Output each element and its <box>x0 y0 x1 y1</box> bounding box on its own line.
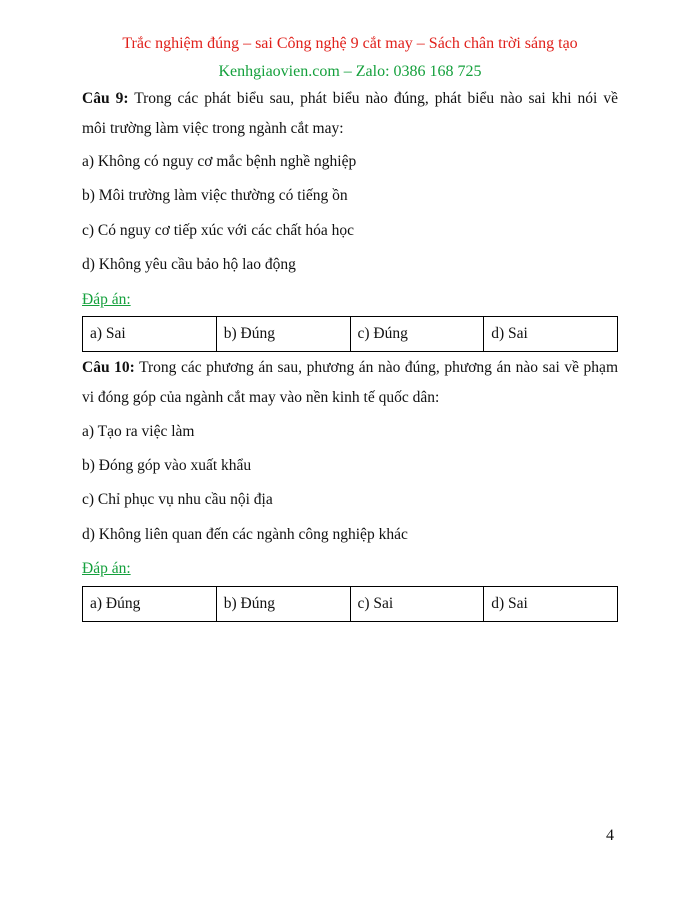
question-9-option-a: a) Không có nguy cơ mắc bệnh nghề nghiệp <box>82 153 357 170</box>
answer-cell-c: c) Sai <box>350 587 484 622</box>
question-10-label: Câu 10: <box>82 359 135 376</box>
page-number: 4 <box>606 827 614 844</box>
question-10-answer-table <box>82 586 618 622</box>
question-9-answer-label: Đáp án: <box>82 291 131 308</box>
answer-cell-d: d) Sai <box>484 587 618 622</box>
question-10-option-d: d) Không liên quan đến các ngành công nghiệp khác <box>82 526 408 543</box>
question-9-option-d: d) Không yêu cầu bảo hộ lao động <box>82 256 296 273</box>
question-10-text <box>82 358 618 378</box>
question-9-line1: Trong các phát biểu sau, phát biểu nào đúng, phát biểu nào sai khi nói về <box>134 90 618 107</box>
question-9-answer-table <box>82 316 618 352</box>
answer-cell-a: a) Sai <box>83 317 217 352</box>
table-row <box>83 587 618 622</box>
document-header-contact: Kenhgiaovien.com – Zalo: 0386 168 725 <box>218 63 482 80</box>
question-10-option-c: c) Chỉ phục vụ nhu cầu nội địa <box>82 491 273 508</box>
question-9-line2: môi trường làm việc trong ngành cắt may: <box>82 120 344 137</box>
question-9-text <box>82 89 618 109</box>
question-9-option-c: c) Có nguy cơ tiếp xúc với các chất hóa học <box>82 222 355 239</box>
question-10-line2: vi đóng góp của ngành cắt may vào nền kinh tế quốc dân: <box>82 389 440 406</box>
answer-cell-d: d) Sai <box>484 317 618 352</box>
question-10-answer-label: Đáp án: <box>82 560 131 577</box>
question-9-option-b: b) Môi trường làm việc thường có tiếng ồn <box>82 187 348 204</box>
answer-cell-a: a) Đúng <box>83 587 217 622</box>
answer-cell-b: b) Đúng <box>216 317 350 352</box>
question-10-option-b: b) Đóng góp vào xuất khẩu <box>82 457 252 474</box>
answer-cell-c: c) Đúng <box>350 317 484 352</box>
document-header-title: Trắc nghiệm đúng – sai Công nghệ 9 cắt may – Sách chân trời sáng tạo <box>122 35 578 52</box>
question-10-option-a: a) Tạo ra việc làm <box>82 423 195 440</box>
answer-cell-b: b) Đúng <box>216 587 350 622</box>
table-row <box>83 317 618 352</box>
question-10-line1: Trong các phương án sau, phương án nào đúng, phương án nào sai về phạm <box>139 359 618 376</box>
question-9-label: Câu 9: <box>82 90 129 107</box>
